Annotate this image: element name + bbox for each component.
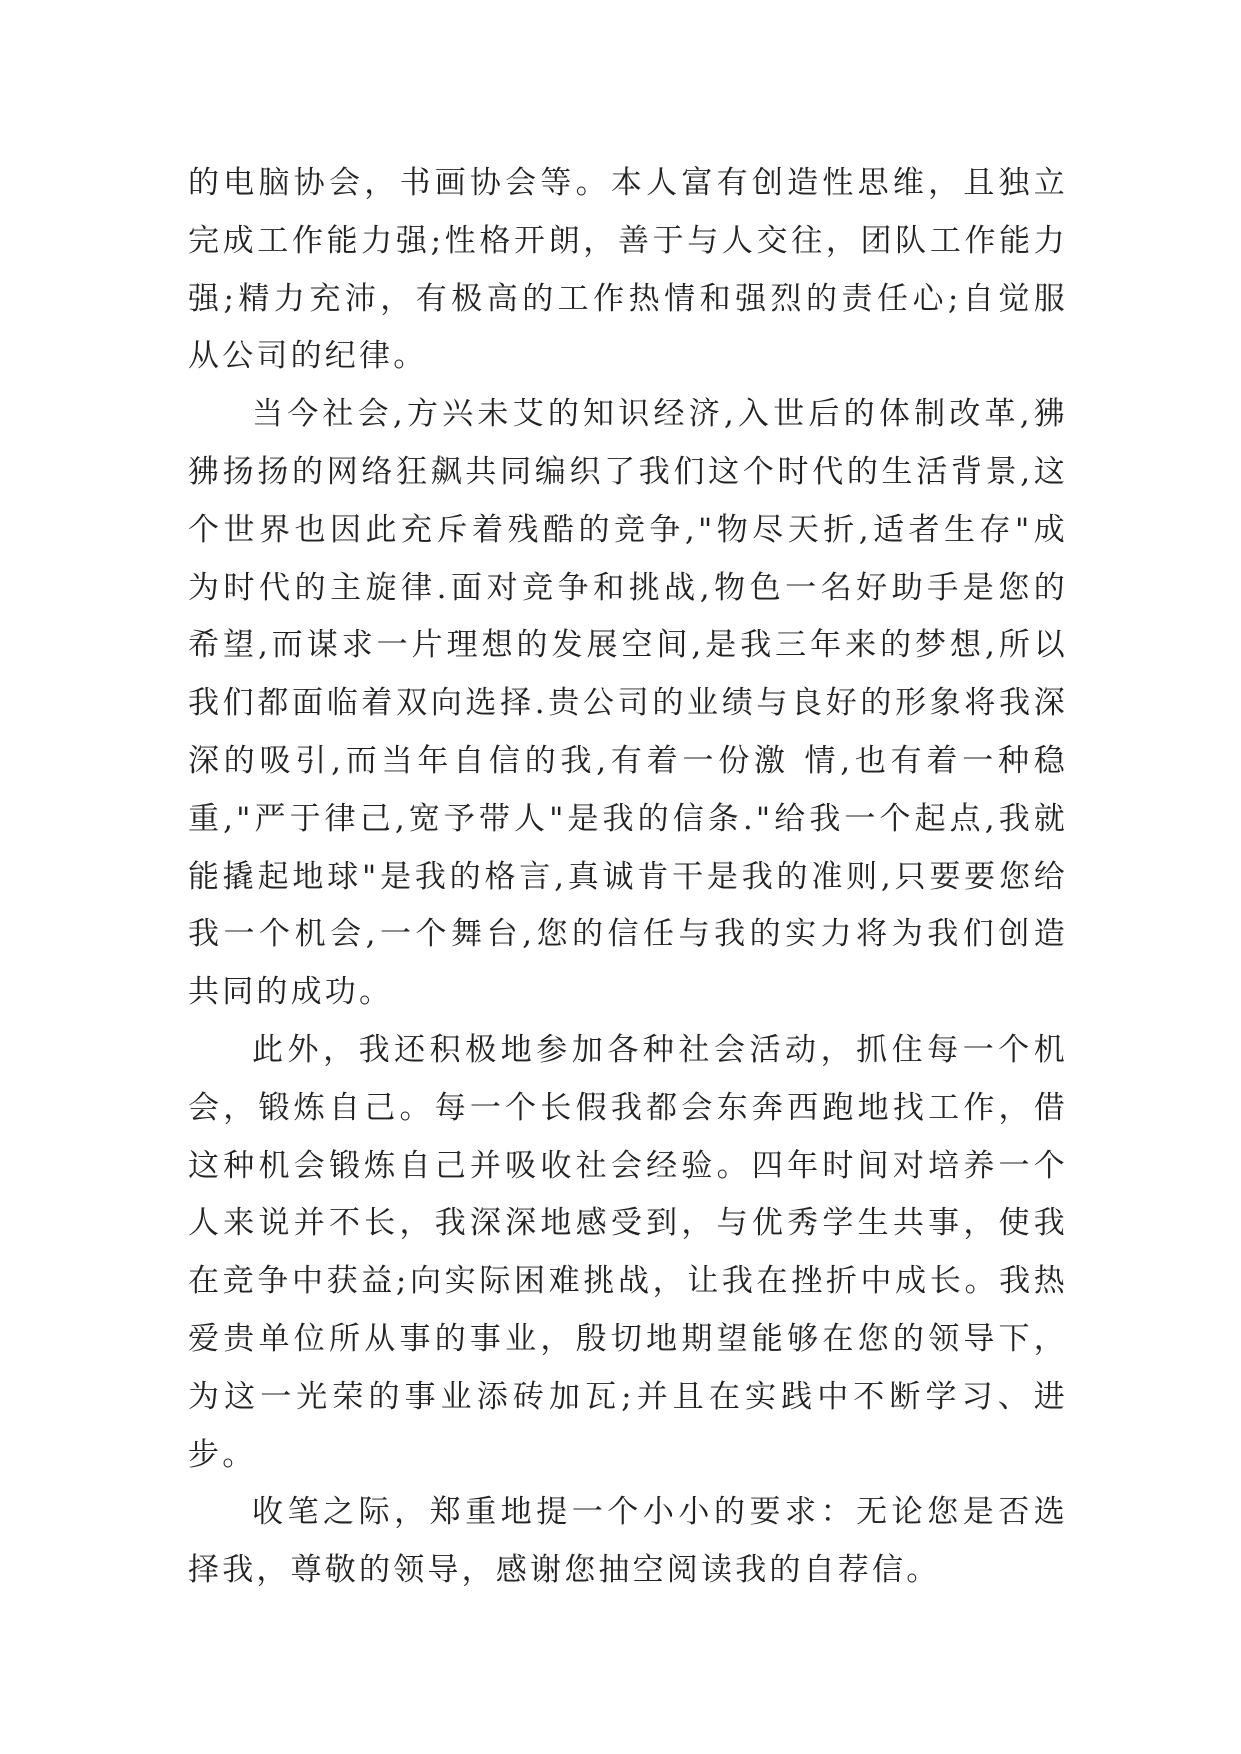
paragraph-society-competition: 当今社会,方兴未艾的知识经济,入世后的体制改革,狒狒扬扬的网络狂飙共同编织了我们这个时代的生活背景,这个世界也因此充斥着残酷的竞争,"物尽天折,适者生存"成为时代的主旋律.面对竞争和挑战,物色一名好助手是您的希望,而谋求一片理想的发展空间,是我三年来的梦想,所以我们都面临着双向选择.贵公司的业绩与良好的形象将我深深的吸引,而当年自信的我,有着一份激 情,也有着一种稳重,"严于律己,宽予带人"是我的信条."给我一个起点,我就能撬起地球"是我的格言,真诚肯干是我的准则,只要要您给我一个机会,一个舞台,您的信任与我的实力将为我们创造共同的成功。: [188, 396, 1068, 1011]
paragraph-continuation: 的电脑协会，书画协会等。本人富有创造性思维，且独立完成工作能力强;性格开朗，善于与人交往，团队工作能力强;精力充沛，有极高的工作热情和强烈的责任心;自觉服从公司的纪律。: [188, 165, 1068, 375]
document-body: [188, 155, 1068, 1600]
paragraph-social-activities: 此外，我还积极地参加各种社会活动，抓住每一个机会，锻炼自己。每一个长假我都会东奔西跑地找工作，借这种机会锻炼自己并吸收社会经验。四年时间对培养一个人来说并不长，我深深地感受到，与优秀学生共事，使我在竞争中获益;向实际困难挑战，让我在挫折中成长。我热爱贵单位所从事的事业，殷切地期望能够在您的领导下，为这一光荣的事业添砖加瓦;并且在实践中不断学习、进步。: [188, 1031, 1068, 1473]
paragraph-closing: 收笔之际，郑重地提一个小小的要求：无论您是否选择我，尊敬的领导，感谢您抽空阅读我的自荐信。: [188, 1494, 1068, 1589]
